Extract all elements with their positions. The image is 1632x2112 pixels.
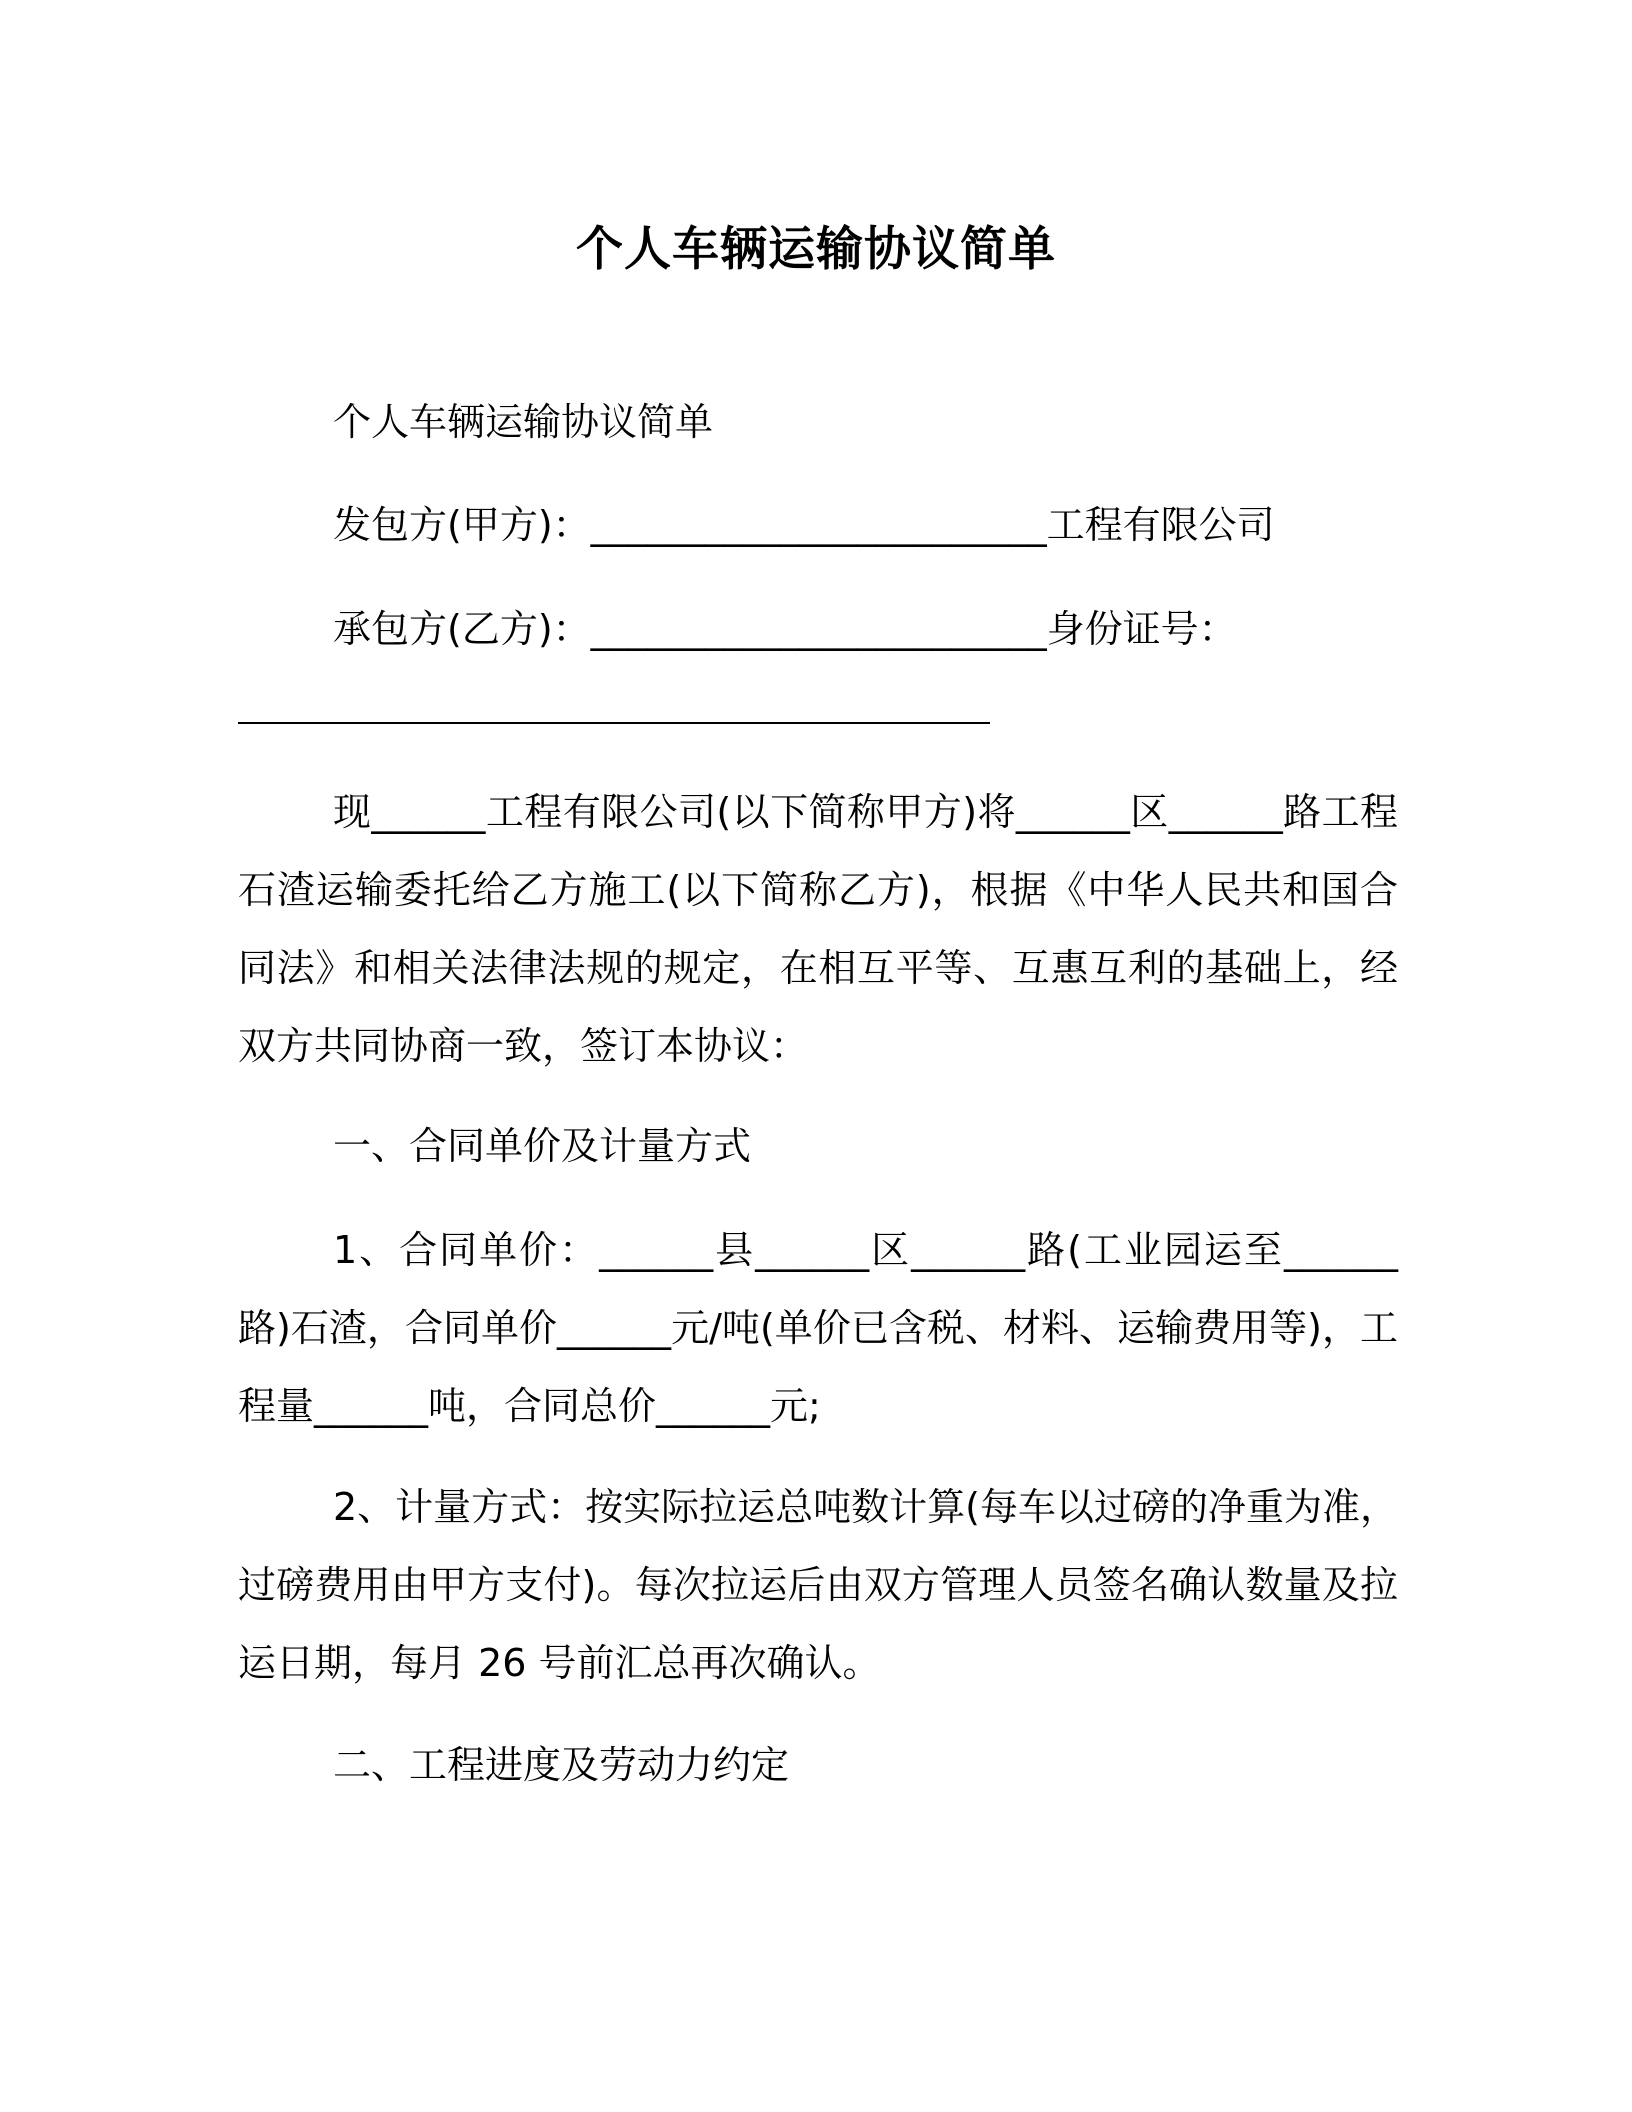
document-subtitle: 个人车辆运输协议简单 xyxy=(333,400,714,444)
section-1-heading: 一、合同单价及计量方式 xyxy=(333,1124,752,1168)
intro-paragraph: 现______工程有限公司(以下简称甲方)将______区______路工程石渣运输委托给乙方施工(以下简称乙方)，根据《中华人民共和国合同法》和相关法律法规的规定，在相互平等、互惠互利的基础上，经双方共同协商一致，签订本协议： xyxy=(238,790,1398,1068)
party-a-line: 发包方(甲方)：________________________工程有限公司 xyxy=(333,503,1275,547)
clause-2-paragraph: 2、计量方式：按实际拉运总吨数计算(每车以过磅的净重为准，过磅费用由甲方支付)。每次拉运后由双方管理人员签名确认数量及拉运日期，每月 26 号前汇总再次确认。 xyxy=(238,1485,1399,1685)
party-b-line: 承包方(乙方)：________________________身份证号： xyxy=(333,607,1237,651)
document-title: 个人车辆运输协议简单 xyxy=(576,222,1056,277)
section-2-heading: 二、工程进度及劳动力约定 xyxy=(333,1743,790,1787)
clause-1-paragraph: 1、合同单价：______县______区______路(工业园运至______路)石渣，合同单价______元/吨(单价已含税、材料、运输费用等)，工程量______吨，合同总价______元; xyxy=(238,1228,1398,1428)
id-number-blank xyxy=(238,722,990,724)
